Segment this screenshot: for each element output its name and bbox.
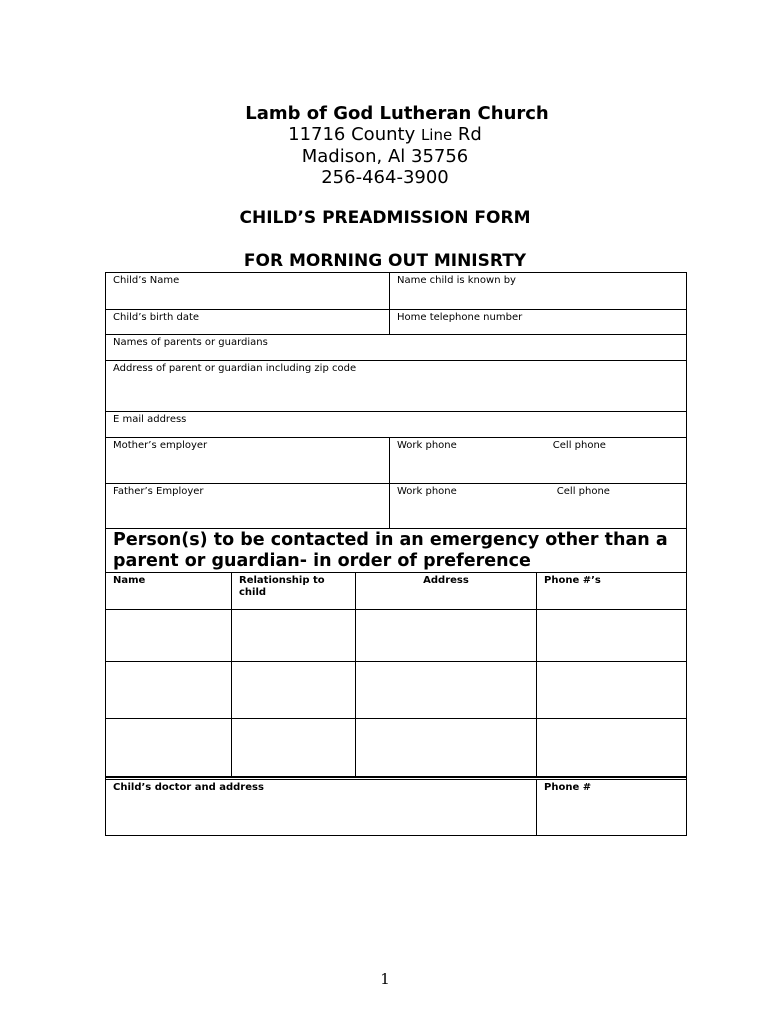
emergency-address-cell[interactable] xyxy=(355,610,536,661)
mother-phones-field[interactable] xyxy=(389,438,686,483)
doctor-phone-field[interactable]: Phone # xyxy=(536,780,686,835)
church-phone: 256-464-3900 xyxy=(321,167,449,188)
emergency-phone-cell[interactable] xyxy=(536,610,686,661)
home-phone-field[interactable]: Home telephone number xyxy=(389,310,686,334)
form-row-name xyxy=(106,273,686,310)
work-phone-label: Work phone xyxy=(397,486,457,497)
cell-phone-label: Cell phone xyxy=(552,440,606,451)
ministry-title: FOR MORNING OUT MINISRTY xyxy=(243,251,527,271)
church-name: Lamb of God Lutheran Church xyxy=(245,103,549,124)
preadmission-form xyxy=(105,272,687,836)
form-title: CHILD’S PREADMISSION FORM xyxy=(239,208,531,228)
emergency-heading-line: Person(s) to be contacted in an emergency other than a xyxy=(113,530,668,550)
col-phone-header: Phone #’s xyxy=(536,573,686,609)
doctor-field[interactable]: Child’s doctor and address xyxy=(113,782,264,793)
emergency-relationship-cell[interactable] xyxy=(231,610,355,661)
emergency-phone-cell[interactable] xyxy=(536,662,686,718)
address-line-2: Madison, Al 35756 xyxy=(301,146,469,167)
emergency-relationship-cell[interactable] xyxy=(231,719,355,776)
emergency-table-header xyxy=(106,573,686,610)
emergency-address-cell[interactable] xyxy=(355,719,536,776)
col-relationship-header xyxy=(231,573,355,609)
form-row-email xyxy=(106,412,686,438)
emergency-address-cell[interactable] xyxy=(355,662,536,718)
cell-phone-label: Cell phone xyxy=(556,486,610,497)
father-phones-field[interactable] xyxy=(389,484,686,528)
doctor-row xyxy=(106,777,686,835)
emergency-row xyxy=(106,719,686,777)
emergency-name-cell[interactable] xyxy=(106,719,231,776)
emergency-row xyxy=(106,610,686,662)
mother-employer-field[interactable]: Mother’s employer xyxy=(113,440,208,451)
child-name-field[interactable]: Child’s Name xyxy=(113,275,180,286)
parents-field[interactable]: Names of parents or guardians xyxy=(113,337,268,348)
form-row-mother xyxy=(106,438,686,484)
emergency-name-cell[interactable] xyxy=(106,610,231,661)
col-address-header: Address xyxy=(355,573,536,609)
col-relationship-line: child xyxy=(239,587,267,598)
form-row-birth xyxy=(106,310,686,335)
father-employer-field[interactable]: Father’s Employer xyxy=(113,486,204,497)
address-part: Rd xyxy=(452,124,482,145)
form-row-father xyxy=(106,484,686,529)
known-by-field[interactable]: Name child is known by xyxy=(389,273,686,309)
address-field[interactable]: Address of parent or guardian including zip code xyxy=(113,363,357,374)
form-row-parents xyxy=(106,335,686,361)
col-relationship-line: Relationship to xyxy=(239,575,325,586)
birth-date-field[interactable]: Child’s birth date xyxy=(113,312,200,323)
emergency-row xyxy=(106,662,686,719)
page-number: 1 xyxy=(380,970,390,988)
col-name-header: Name xyxy=(113,575,146,586)
address-part-line: Line xyxy=(420,126,453,144)
address-line-1 xyxy=(0,124,770,145)
email-field[interactable]: E mail address xyxy=(113,414,187,425)
emergency-name-cell[interactable] xyxy=(106,662,231,718)
emergency-relationship-cell[interactable] xyxy=(231,662,355,718)
emergency-phone-cell[interactable] xyxy=(536,719,686,776)
address-part: 11716 County xyxy=(288,124,421,145)
emergency-heading xyxy=(106,529,686,573)
emergency-heading-line: parent or guardian- in order of preference xyxy=(113,551,531,571)
form-row-address xyxy=(106,361,686,412)
work-phone-label: Work phone xyxy=(397,440,457,451)
